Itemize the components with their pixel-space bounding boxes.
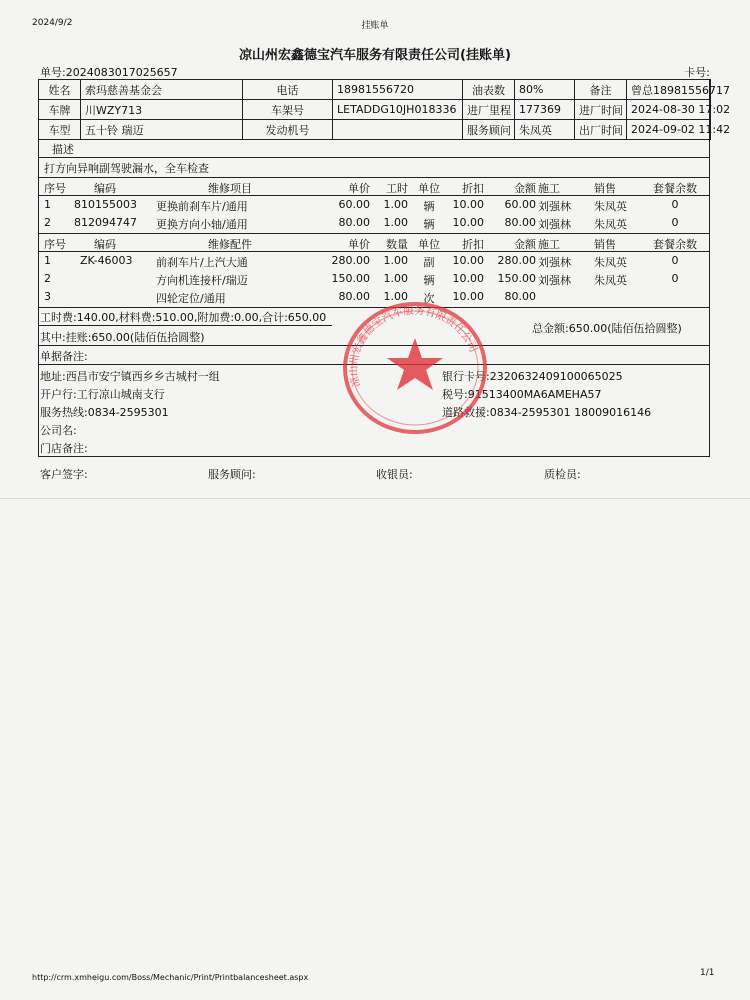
out-time-label: 出厂时间 xyxy=(575,120,627,140)
column-header: 金额 xyxy=(514,182,536,195)
cell-name: 前刹车片/上汽大通 xyxy=(156,256,248,269)
column-header: 数量 xyxy=(386,238,408,251)
cell-amount: 80.00 xyxy=(504,290,536,303)
print-date: 2024/9/2 xyxy=(32,18,73,28)
company-bank: 开户行:工行凉山城南支行 xyxy=(40,388,165,401)
cell-price: 80.00 xyxy=(338,290,370,303)
cell-amount: 60.00 xyxy=(504,198,536,211)
cell-worker: 刘强林 xyxy=(538,256,571,269)
cell-unit: 辆 xyxy=(423,200,435,213)
table-row xyxy=(38,252,710,270)
advisor-signature-label: 服务顾问: xyxy=(208,468,256,481)
customer-name: 索玛慈善基金会 xyxy=(81,80,243,100)
mileage-value: 177369 xyxy=(515,100,575,120)
column-header: 金额 xyxy=(514,238,536,251)
table-row xyxy=(38,270,710,288)
divider xyxy=(38,325,332,326)
vehicle-info-table xyxy=(38,79,731,140)
fuel-label: 油表数 xyxy=(463,80,515,100)
company-address: 地址:西昌市安宁镇西乡乡古城村一组 xyxy=(40,370,220,383)
column-header: 序号 xyxy=(44,182,66,195)
cell-name: 更换方向小轴/通用 xyxy=(156,218,248,231)
cell-amount: 80.00 xyxy=(504,216,536,229)
cell-qty: 1.00 xyxy=(383,254,408,267)
customer-signature-label: 客户签字: xyxy=(40,468,88,481)
service-hotline: 服务热线:0834-2595301 xyxy=(40,406,169,419)
cell-code: 812094747 xyxy=(74,216,137,229)
cell-amount: 150.00 xyxy=(497,272,536,285)
table-row xyxy=(38,196,710,214)
column-header: 折扣 xyxy=(462,182,484,195)
parts-header-row xyxy=(38,234,710,252)
column-header: 维修配件 xyxy=(208,238,252,251)
print-header-title: 挂账单 xyxy=(361,21,389,31)
cell-worker: 刘强林 xyxy=(538,274,571,287)
out-time-value: 2024-09-02 11:42 xyxy=(627,120,711,140)
phone-label: 电话 xyxy=(243,80,333,100)
tax-number: 税号:91513400MA6AMEHA57 xyxy=(442,388,602,401)
in-time-label: 进厂时间 xyxy=(575,100,627,120)
cell-code: ZK-46003 xyxy=(80,254,133,267)
column-header: 销售 xyxy=(594,182,616,195)
store-remark-label: 门店备注: xyxy=(40,442,88,455)
cell-seq: 2 xyxy=(44,216,51,229)
card-number-label: 卡号: xyxy=(684,66,710,79)
phone-value: 18981556720 xyxy=(333,80,463,100)
total-amount: 总金额:650.00(陆佰伍拾圆整) xyxy=(532,322,682,335)
column-header: 套餐余数 xyxy=(653,238,697,251)
company-name-label: 公司名: xyxy=(40,424,77,437)
in-time-value: 2024-08-30 17:02 xyxy=(627,100,711,120)
cell-price: 80.00 xyxy=(338,216,370,229)
cell-discount: 10.00 xyxy=(452,272,484,285)
cell-remaining: 0 xyxy=(671,198,679,211)
cell-unit: 副 xyxy=(423,256,435,269)
cell-name: 更换前刹车片/通用 xyxy=(156,200,248,213)
company-seal-stamp xyxy=(340,298,490,438)
model-label: 车型 xyxy=(39,120,81,140)
cell-qty: 1.00 xyxy=(383,272,408,285)
cell-price: 280.00 xyxy=(331,254,370,267)
vin-value: LETADDG10JH018336 xyxy=(333,100,463,120)
cell-qty: 1.00 xyxy=(383,198,408,211)
bank-account: 银行卡号:2320632409100065025 xyxy=(442,370,623,383)
plate-label: 车牌 xyxy=(39,100,81,120)
cashier-signature-label: 收银员: xyxy=(376,468,413,481)
cell-unit: 次 xyxy=(423,292,435,305)
cell-unit: 辆 xyxy=(423,218,435,231)
table-row xyxy=(38,214,710,232)
cell-qty: 1.00 xyxy=(383,290,408,303)
cell-price: 60.00 xyxy=(338,198,370,211)
model-value: 五十铃 瑞迈 xyxy=(81,120,243,140)
column-header: 施工 xyxy=(538,238,560,251)
cell-remaining: 0 xyxy=(671,216,679,229)
cell-amount: 280.00 xyxy=(497,254,536,267)
column-header: 单位 xyxy=(418,238,440,251)
cell-discount: 10.00 xyxy=(452,198,484,211)
column-header: 单价 xyxy=(348,182,370,195)
column-header: 工时 xyxy=(386,182,408,195)
cell-name: 方向机连接杆/瑞迈 xyxy=(156,274,248,287)
document-title: 凉山州宏鑫德宝汽车服务有限责任公司(挂账单) xyxy=(239,48,511,63)
column-header: 序号 xyxy=(44,238,66,251)
cell-discount: 10.00 xyxy=(452,254,484,267)
cell-seq: 1 xyxy=(44,254,51,267)
column-header: 施工 xyxy=(538,182,560,195)
cell-price: 150.00 xyxy=(331,272,370,285)
cell-remaining: 0 xyxy=(671,272,679,285)
cell-sales: 朱凤英 xyxy=(594,274,627,287)
column-header: 单位 xyxy=(418,182,440,195)
advisor-label: 服务顾问 xyxy=(463,120,515,140)
advisor-value: 朱凤英 xyxy=(515,120,575,140)
cell-discount: 10.00 xyxy=(452,290,484,303)
column-header: 折扣 xyxy=(462,238,484,251)
cell-discount: 10.00 xyxy=(452,216,484,229)
seal-text: 凉山州宏鑫德宝汽车服务有限责任公司 xyxy=(347,304,480,389)
column-header: 销售 xyxy=(594,238,616,251)
road-rescue: 道路救援:0834-2595301 18009016146 xyxy=(442,406,652,419)
vin-label: 车架号 xyxy=(243,100,333,120)
cell-seq: 3 xyxy=(44,290,51,303)
cell-name: 四轮定位/通用 xyxy=(156,292,226,305)
cell-worker: 刘强林 xyxy=(538,218,571,231)
labor-header-row xyxy=(38,178,710,196)
column-header: 套餐余数 xyxy=(653,182,697,195)
cell-qty: 1.00 xyxy=(383,216,408,229)
cell-code: 810155003 xyxy=(74,198,137,211)
cell-remaining: 0 xyxy=(671,254,679,267)
remark-label: 备注 xyxy=(575,80,627,100)
print-url: http://crm.xmheigu.com/Boss/Mechanic/Print/Printbalancesheet.aspx xyxy=(32,973,309,982)
name-label: 姓名 xyxy=(39,80,81,100)
paper-edge xyxy=(0,498,750,499)
remark-value: 曾总18981556717 xyxy=(627,80,711,100)
divider xyxy=(38,157,710,158)
cell-seq: 2 xyxy=(44,272,51,285)
column-header: 单价 xyxy=(348,238,370,251)
inspector-signature-label: 质检员: xyxy=(544,468,581,481)
column-header: 编码 xyxy=(94,182,116,195)
cell-seq: 1 xyxy=(44,198,51,211)
credit-summary: 其中:挂账:650.00(陆佰伍拾圆整) xyxy=(40,331,205,344)
cell-sales: 朱凤英 xyxy=(594,218,627,231)
document-remark: 单据备注: xyxy=(40,350,88,363)
column-header: 维修项目 xyxy=(208,182,252,195)
fuel-value: 80% xyxy=(515,80,575,100)
order-number: 单号:2024083017025657 xyxy=(40,66,178,79)
cell-sales: 朱凤英 xyxy=(594,200,627,213)
cell-unit: 辆 xyxy=(423,274,435,287)
page-number: 1/1 xyxy=(700,968,715,978)
engine-label: 发动机号 xyxy=(243,120,333,140)
description-label: 描述 xyxy=(52,143,74,156)
cell-sales: 朱凤英 xyxy=(594,256,627,269)
column-header: 编码 xyxy=(94,238,116,251)
description-text: 打方向异响副驾驶漏水，全车检查 xyxy=(44,162,209,175)
cell-worker: 刘强林 xyxy=(538,200,571,213)
mileage-label: 进厂里程 xyxy=(463,100,515,120)
engine-value xyxy=(333,120,463,140)
fee-summary: 工时费:140.00,材料费:510.00,附加费:0.00,合计:650.00 xyxy=(40,311,327,324)
plate-value: 川WZY713 xyxy=(81,100,243,120)
